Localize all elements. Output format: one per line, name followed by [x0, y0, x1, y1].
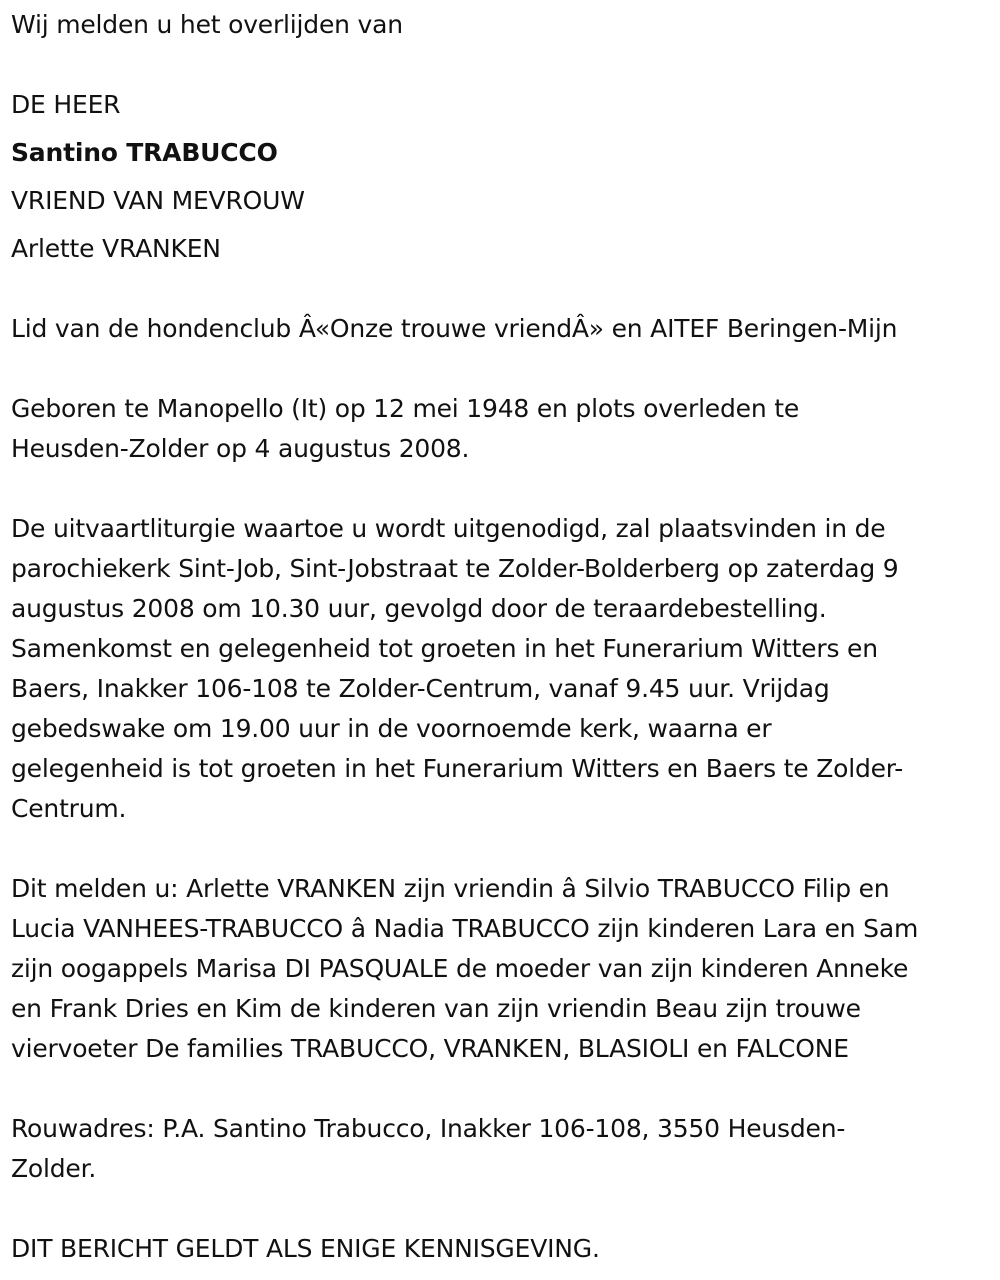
deceased-name: Santino TRABUCCO: [11, 138, 278, 167]
intro-text: Wij melden u het overlijden van: [11, 10, 403, 39]
paragraph-line: Heusden-Zolder op 4 augustus 2008.: [11, 434, 470, 463]
paragraph-line: Centrum.: [11, 794, 127, 823]
paragraph-line: parochiekerk Sint-Job, Sint-Jobstraat te Zolder-Bolderberg op zaterdag 9: [11, 554, 899, 583]
paragraph-line: gelegenheid is tot groeten in het Funerarium Witters en Baers te Zolder-: [11, 754, 904, 783]
birth-death-paragraph: [11, 389, 991, 469]
paragraph-line: augustus 2008 om 10.30 uur, gevolgd door de teraardebestelling.: [11, 594, 827, 623]
paragraph-line: Samenkomst en gelegenheid tot groeten in het Funerarium Witters en: [11, 634, 878, 663]
paragraph-line: De uitvaartliturgie waartoe u wordt uitgenodigd, zal plaatsvinden in de: [11, 514, 886, 543]
paragraph-line: zijn oogappels Marisa DI PASQUALE de moeder van zijn kinderen Anneke: [11, 954, 909, 983]
paragraph-line: Baers, Inakker 106-108 te Zolder-Centrum, vanaf 9.45 uur. Vrijdag: [11, 674, 830, 703]
family-paragraph: [11, 869, 991, 1069]
partner-name: Arlette VRANKEN: [11, 234, 221, 263]
address-paragraph: [11, 1109, 991, 1189]
honorific: DE HEER: [11, 90, 121, 119]
membership-text: Lid van de hondenclub Â«Onze trouwe vriendÂ» en AITEF Beringen-Mijn: [11, 314, 898, 343]
paragraph-line: Rouwadres: P.A. Santino Trabucco, Inakker 106-108, 3550 Heusden-: [11, 1114, 846, 1143]
closing-text: DIT BERICHT GELDT ALS ENIGE KENNISGEVING.: [11, 1234, 600, 1263]
paragraph-line: Geboren te Manopello (It) op 12 mei 1948 en plots overleden te: [11, 394, 800, 423]
paragraph-line: Dit melden u: Arlette VRANKEN zijn vriendin â Silvio TRABUCCO Filip en: [11, 874, 890, 903]
paragraph-line: Zolder.: [11, 1154, 97, 1183]
paragraph-line: viervoeter De families TRABUCCO, VRANKEN, BLASIOLI en FALCONE: [11, 1034, 849, 1063]
paragraph-line: Lucia VANHEES-TRABUCCO â Nadia TRABUCCO zijn kinderen Lara en Sam: [11, 914, 919, 943]
relation-text: VRIEND VAN MEVROUW: [11, 186, 305, 215]
paragraph-line: en Frank Dries en Kim de kinderen van zijn vriendin Beau zijn trouwe: [11, 994, 861, 1023]
paragraph-line: gebedswake om 19.00 uur in de voornoemde kerk, waarna er: [11, 714, 772, 743]
ceremony-paragraph: [11, 509, 991, 829]
